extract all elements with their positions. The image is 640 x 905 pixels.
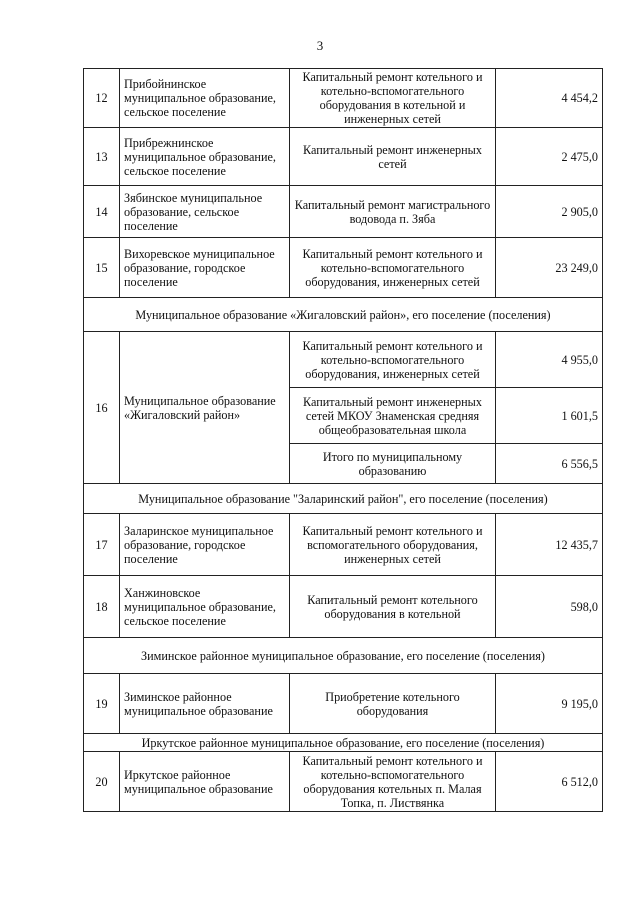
section-header [84, 484, 603, 514]
municipality-name: Муниципальное образование «Жигаловский район» [120, 332, 290, 484]
subtotal-label: Итого по муниципальному образованию [290, 444, 496, 484]
amount: 598,0 [496, 576, 603, 638]
row-number: 12 [84, 69, 120, 128]
work-description: Капитальный ремонт инженерных сетей [290, 128, 496, 186]
work-description: Капитальный ремонт котельного и котельно-вспомогательного оборудования, инженерных сетей [290, 332, 496, 388]
funding-table [83, 68, 603, 812]
municipality-name: Заларинское муниципальное образование, городское поселение [120, 514, 290, 576]
section-header [84, 298, 603, 332]
section-title: Зиминское районное муниципальное образование, его поселение (поселения) [84, 638, 603, 674]
section-header [84, 638, 603, 674]
municipality-name: Иркутское районное муниципальное образование [120, 752, 290, 812]
section-title: Муниципальное образование "Заларинский район", его поселение (поселения) [84, 484, 603, 514]
row-number: 17 [84, 514, 120, 576]
section-header [84, 734, 603, 752]
table-row [84, 752, 603, 812]
work-description: Капитальный ремонт котельного и котельно-вспомогательного оборудования котельных п. Малая Топка, п. Листвянка [290, 752, 496, 812]
amount: 23 249,0 [496, 238, 603, 298]
section-title: Иркутское районное муниципальное образование, его поселение (поселения) [84, 734, 603, 752]
table-row [84, 332, 603, 388]
amount: 12 435,7 [496, 514, 603, 576]
work-description: Капитальный ремонт магистрального водовода п. Зяба [290, 186, 496, 238]
municipality-name: Прибойнинское муниципальное образование, сельское поселение [120, 69, 290, 128]
table-row [84, 128, 603, 186]
municipality-name: Зябинское муниципальное образование, сельское поселение [120, 186, 290, 238]
amount: 9 195,0 [496, 674, 603, 734]
table-row [84, 186, 603, 238]
table-row [84, 674, 603, 734]
row-number: 19 [84, 674, 120, 734]
row-number: 15 [84, 238, 120, 298]
amount: 6 512,0 [496, 752, 603, 812]
amount: 2 475,0 [496, 128, 603, 186]
municipality-name: Зиминское районное муниципальное образование [120, 674, 290, 734]
table-row [84, 69, 603, 128]
work-description: Капитальный ремонт котельного и котельно-вспомогательного оборудования в котельной и инженерных сетей [290, 69, 496, 128]
work-description: Капитальный ремонт котельного оборудования в котельной [290, 576, 496, 638]
subtotal-amount: 6 556,5 [496, 444, 603, 484]
row-number: 18 [84, 576, 120, 638]
work-description: Капитальный ремонт инженерных сетей МКОУ Знаменская средняя общеобразовательная школа [290, 388, 496, 444]
row-number: 16 [84, 332, 120, 484]
amount: 4 454,2 [496, 69, 603, 128]
work-description: Капитальный ремонт котельного и вспомогательного оборудования, инженерных сетей [290, 514, 496, 576]
municipality-name: Вихоревское муниципальное образование, городское поселение [120, 238, 290, 298]
municipality-name: Прибрежнинское муниципальное образование, сельское поселение [120, 128, 290, 186]
table-row [84, 238, 603, 298]
amount: 2 905,0 [496, 186, 603, 238]
work-description: Капитальный ремонт котельного и котельно-вспомогательного оборудования, инженерных сетей [290, 238, 496, 298]
work-description: Приобретение котельного оборудования [290, 674, 496, 734]
page-number: 3 [316, 38, 324, 53]
section-title: Муниципальное образование «Жигаловский район», его поселение (поселения) [84, 298, 603, 332]
row-number: 20 [84, 752, 120, 812]
row-number: 14 [84, 186, 120, 238]
amount: 1 601,5 [496, 388, 603, 444]
amount: 4 955,0 [496, 332, 603, 388]
row-number: 13 [84, 128, 120, 186]
table-row [84, 514, 603, 576]
table-row [84, 576, 603, 638]
municipality-name: Ханжиновское муниципальное образование, сельское поселение [120, 576, 290, 638]
